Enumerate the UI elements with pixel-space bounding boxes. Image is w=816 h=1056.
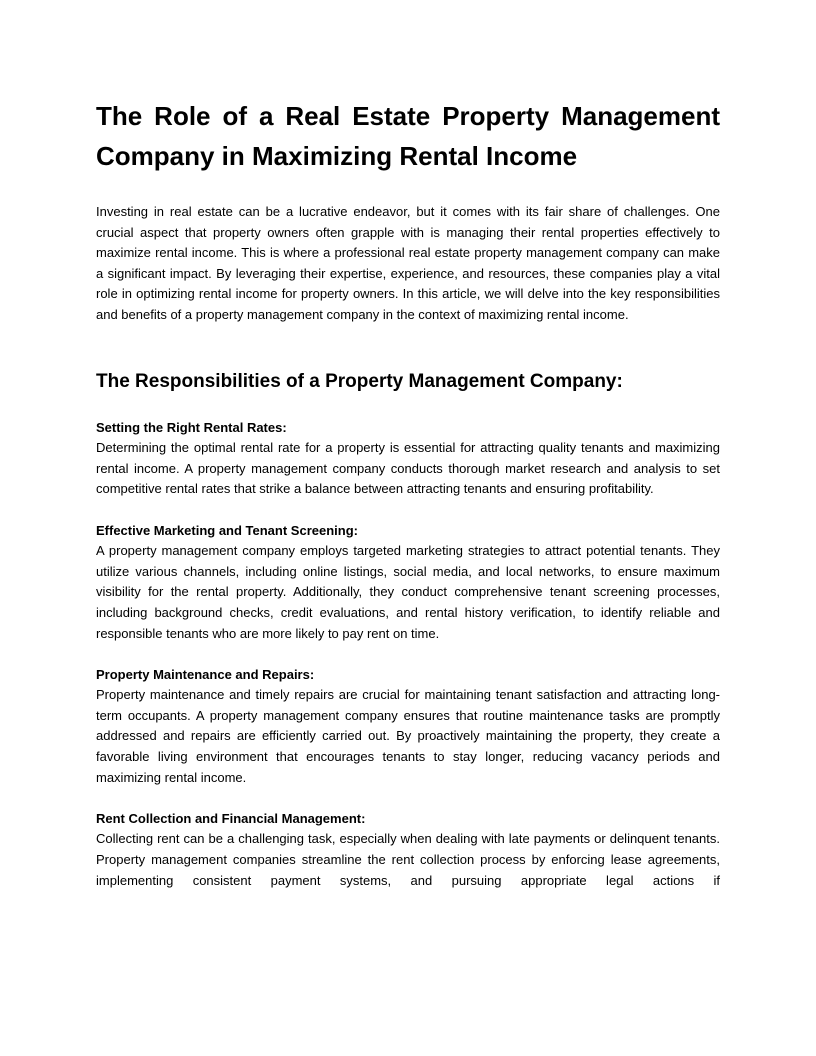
intro-paragraph: Investing in real estate can be a lucrative endeavor, but it comes with its fair share of challenges. One crucial aspect that property owners often grapple with is managing their rental properties effectively to maximize rental income. This is where a professional real estate property management company can make a significant impact. By leveraging their expertise, experience, and resources, these companies play a vital role in optimizing rental income for property owners. In this article, we will delve into the key responsibilities and benefits of a property management company in the context of maximizing rental income. xyxy=(96,204,720,322)
section-heading: The Responsibilities of a Property Management Company: xyxy=(96,370,623,392)
responsibility-section xyxy=(96,418,720,500)
subsection-body: Property maintenance and timely repairs are crucial for maintaining tenant satisfaction and attracting long-term occupants. A property management company ensures that routine maintenance tasks are promptly addressed and repairs are efficiently carried out. By proactively maintaining the property, they create a favorable living environment that encourages tenants to stay longer, reducing vacancy periods and maximizing rental income. xyxy=(96,687,720,785)
document-title: The Role of a Real Estate Property Management Company in Maximizing Rental Income xyxy=(96,101,720,171)
subsection-heading: Property Maintenance and Repairs: xyxy=(96,666,315,682)
responsibility-section xyxy=(96,521,720,645)
subsection-heading: Setting the Right Rental Rates: xyxy=(96,419,287,435)
document-page xyxy=(96,96,720,891)
subsection-body: Collecting rent can be a challenging task, especially when dealing with late payments or delinquent tenants. Property management companies streamline the rent collection process by enforcing lease agreements, implementing consistent payment systems, and pursuing appropriate legal actions if xyxy=(96,831,720,888)
responsibility-section xyxy=(96,809,720,891)
subsection-heading: Effective Marketing and Tenant Screening: xyxy=(96,522,358,538)
subsection-body: A property management company employs targeted marketing strategies to attract potential tenants. They utilize various channels, including online listings, social media, and local networks, to ensure maximum visibility for the rental property. Additionally, they conduct comprehensive tenant screening processes, including background checks, credit evaluations, and rental history verification, to identify reliable and responsible tenants who are more likely to pay rent on time. xyxy=(96,543,720,641)
subsection-heading: Rent Collection and Financial Management: xyxy=(96,810,366,826)
subsection-body: Determining the optimal rental rate for a property is essential for attracting quality tenants and maximizing rental income. A property management company conducts thorough market research and analysis to set competitive rental rates that strike a balance between attracting tenants and ensuring profitability. xyxy=(96,440,720,497)
responsibility-section xyxy=(96,665,720,789)
